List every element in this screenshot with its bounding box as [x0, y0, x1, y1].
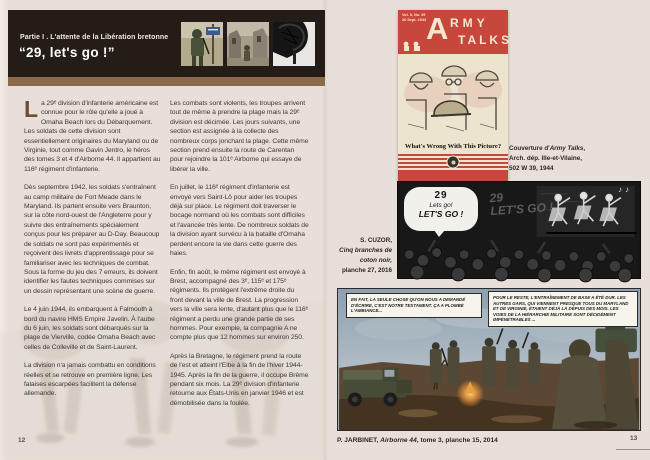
- lets-go-comic-panel: [397, 181, 641, 279]
- accent-stripe: [8, 77, 325, 86]
- text-column-2: [170, 99, 309, 417]
- paragraph: Les combats sont violents, les troupes arrivent tout de même à prendre la plage mais la 29ᵉ division est décimée. Les jours suivants, une section est assignée à la collecte des nombreux corps jonchant la plage. Cette même section prend ensuite la route de Carentan pour rejoindre la 101ᵉ Airborne qui essaye de libérer la ville.: [170, 100, 309, 173]
- paragraph: Après la Bretagne, le régiment prend la route de l'est et atteint l'Elbe à la fin de l'hiver 1944-1945. Après la fin de la guerre, il occupe Brême pendant six mois. La 29ᵉ division d'infanterie retourne aux États-Unis en janvier 1946 et est démobilisée dans la foulée.: [170, 352, 309, 407]
- caption-army-talks: Couverture d'Army Talks, Arch. dép. Ille-et-Vilaine, 502 W 39, 1944: [509, 145, 586, 172]
- page-number-left: 12: [18, 437, 26, 444]
- dropcap-letter: L: [24, 96, 38, 122]
- caption-cuzor: S. CUZOR, Cinq branches de coton noir, planche 27, 2016: [339, 237, 392, 274]
- thumbnail-helmet-closeup: [273, 22, 315, 66]
- chapter-title: “29, let's go !”: [19, 45, 115, 60]
- cover-cartoon-soldiers: [398, 54, 508, 140]
- wall-painted-text: 29 LET'S GO !: [489, 190, 554, 219]
- masthead-letter-a: A: [426, 11, 449, 46]
- chapter-header: [8, 10, 325, 77]
- paragraph: Le 4 juin 1944, ils embarquent à Falmouth à bord du navire HMS Empire Javelin. À l'aube du 6 juin, les soldats sont débarqués sur la plage de Vierville, codée Omaha Beach avec celles de Colleville et de Saint-Laurent.: [24, 306, 156, 351]
- army-talks-cover: [398, 10, 513, 182]
- header-thumbnails: [181, 22, 315, 66]
- paragraph: Enfin, fin août, le même régiment est envoyé à Brest, accompagné des 3ᵉ, 115ᵉ et 175ᵉ régiments. Ils protègent l'extrême droite du front devant la ville de Brest. La progression vers la ville sera lente, d'autant plus que le 116ᵉ régiment a perdu une grande partie de ses hommes. Pour exemple, la compagnie A ne compte plus que 12 hommes sur environ 250.: [170, 268, 309, 342]
- cartoon-doodles: [402, 40, 422, 52]
- army-seal-icon: [447, 156, 460, 169]
- army-talks-masthead: [398, 10, 513, 54]
- page-number-right: 13: [630, 435, 638, 442]
- paragraph: En juillet, le 116ᵉ régiment d'infanterie est envoyé vers Saint-Lô pour aider les troupes déjà sur place. Le régiment doit traverser le bocage normand où les combats sont difficiles et l'avancée très lente. De nombreux soldats de la division ayant survécu à la bataille d'Omaha perdent encore la vie dans cette guerre des haies.: [170, 184, 309, 258]
- folio-rule: [616, 449, 650, 450]
- speech-bubble-lets-go: 29 Lets go! LET'S GO !: [404, 187, 478, 231]
- thumbnail-ruins-scene: [227, 22, 269, 66]
- chapter-kicker: Partie I . L'attente de la Libération bretonne: [20, 34, 169, 41]
- paragraph: La division n'a jamais combattu en conditions réelles et se retrouve en première ligne. Les falaises escarpées facilitent la défense allemande.: [24, 362, 156, 398]
- music-notes-icon: ♪♪: [618, 185, 632, 194]
- paragraph: Dès septembre 1942, les soldats s'entraînent au camp militaire de Fort Meade dans le Maryland. Ils partent ensuite vers Braunton, sur la côte nord-ouest de l'Angleterre pour y suivre des entraînements spécialement conçus pour les préparer au D-Day. Beaucoup de soldats ne sont pas expérimentés et reçoivent des livrets d'apprentissage pour se familiariser avec les techniques de combat. Sous la forme du jeu des 7 erreurs, ils doivent identifier les fautes techniques commises sur un dessin représentant une scène de guerre.: [24, 184, 160, 295]
- text-column-1: [24, 96, 161, 408]
- masthead-rmy: RMY: [450, 16, 489, 30]
- thumbnail-soldier-signpost: [181, 22, 223, 66]
- paragraph-lead: La 29ᵉ division d'infanterie américaine est connue pour le rôle qu'elle a joué à Omaha Beach lors du Débarquement. Les soldats de cette division sont essentiellement originaires du Maryland ou de Virginie, tout comme Gavin Jentro, le héros des tomes 3 et 4 d'Airborne 44. Il appartient au 116ᵉ régiment d'infanterie.: [24, 96, 161, 173]
- caption-jarbinet: P. JARBINET, Airborne 44, tome 3, planche 15, 2014: [337, 437, 498, 444]
- speech-box-2: POUR LE RESTE, L'ENTRAÎNEMENT DE BASE A ÉTÉ DUR. LES AUTRES GARS, QUI VIENNENT PRESQUE TOUS DU MARYLAND ET DE VIRGINIE, ÉTAIENT DÉJÀ LÀ DEPUIS DES MOIS. LES VOIES DE LA HIÉRARCHIE MILITAIRE SONT DÉCIDÉMENT IMPÉNÉTRABLES ...: [488, 291, 638, 327]
- issue-info: Vol. II, No. 39 26 Sept. 1944: [402, 13, 427, 22]
- cover-stripes: [398, 154, 508, 170]
- speech-box-1: EN FAIT, LA SEULE CHOSE QU'ON NOUS A DEMANDÉ D'ÉCRIRE, C'EST NOTRE TESTAMENT. ÇA A PLOMBÉ L'AMBIANCE...: [346, 293, 482, 318]
- masthead-talks: TALKS: [458, 33, 513, 47]
- cover-question-text: What's Wrong With This Picture?: [404, 143, 502, 150]
- airborne44-comic-panel: [337, 288, 641, 431]
